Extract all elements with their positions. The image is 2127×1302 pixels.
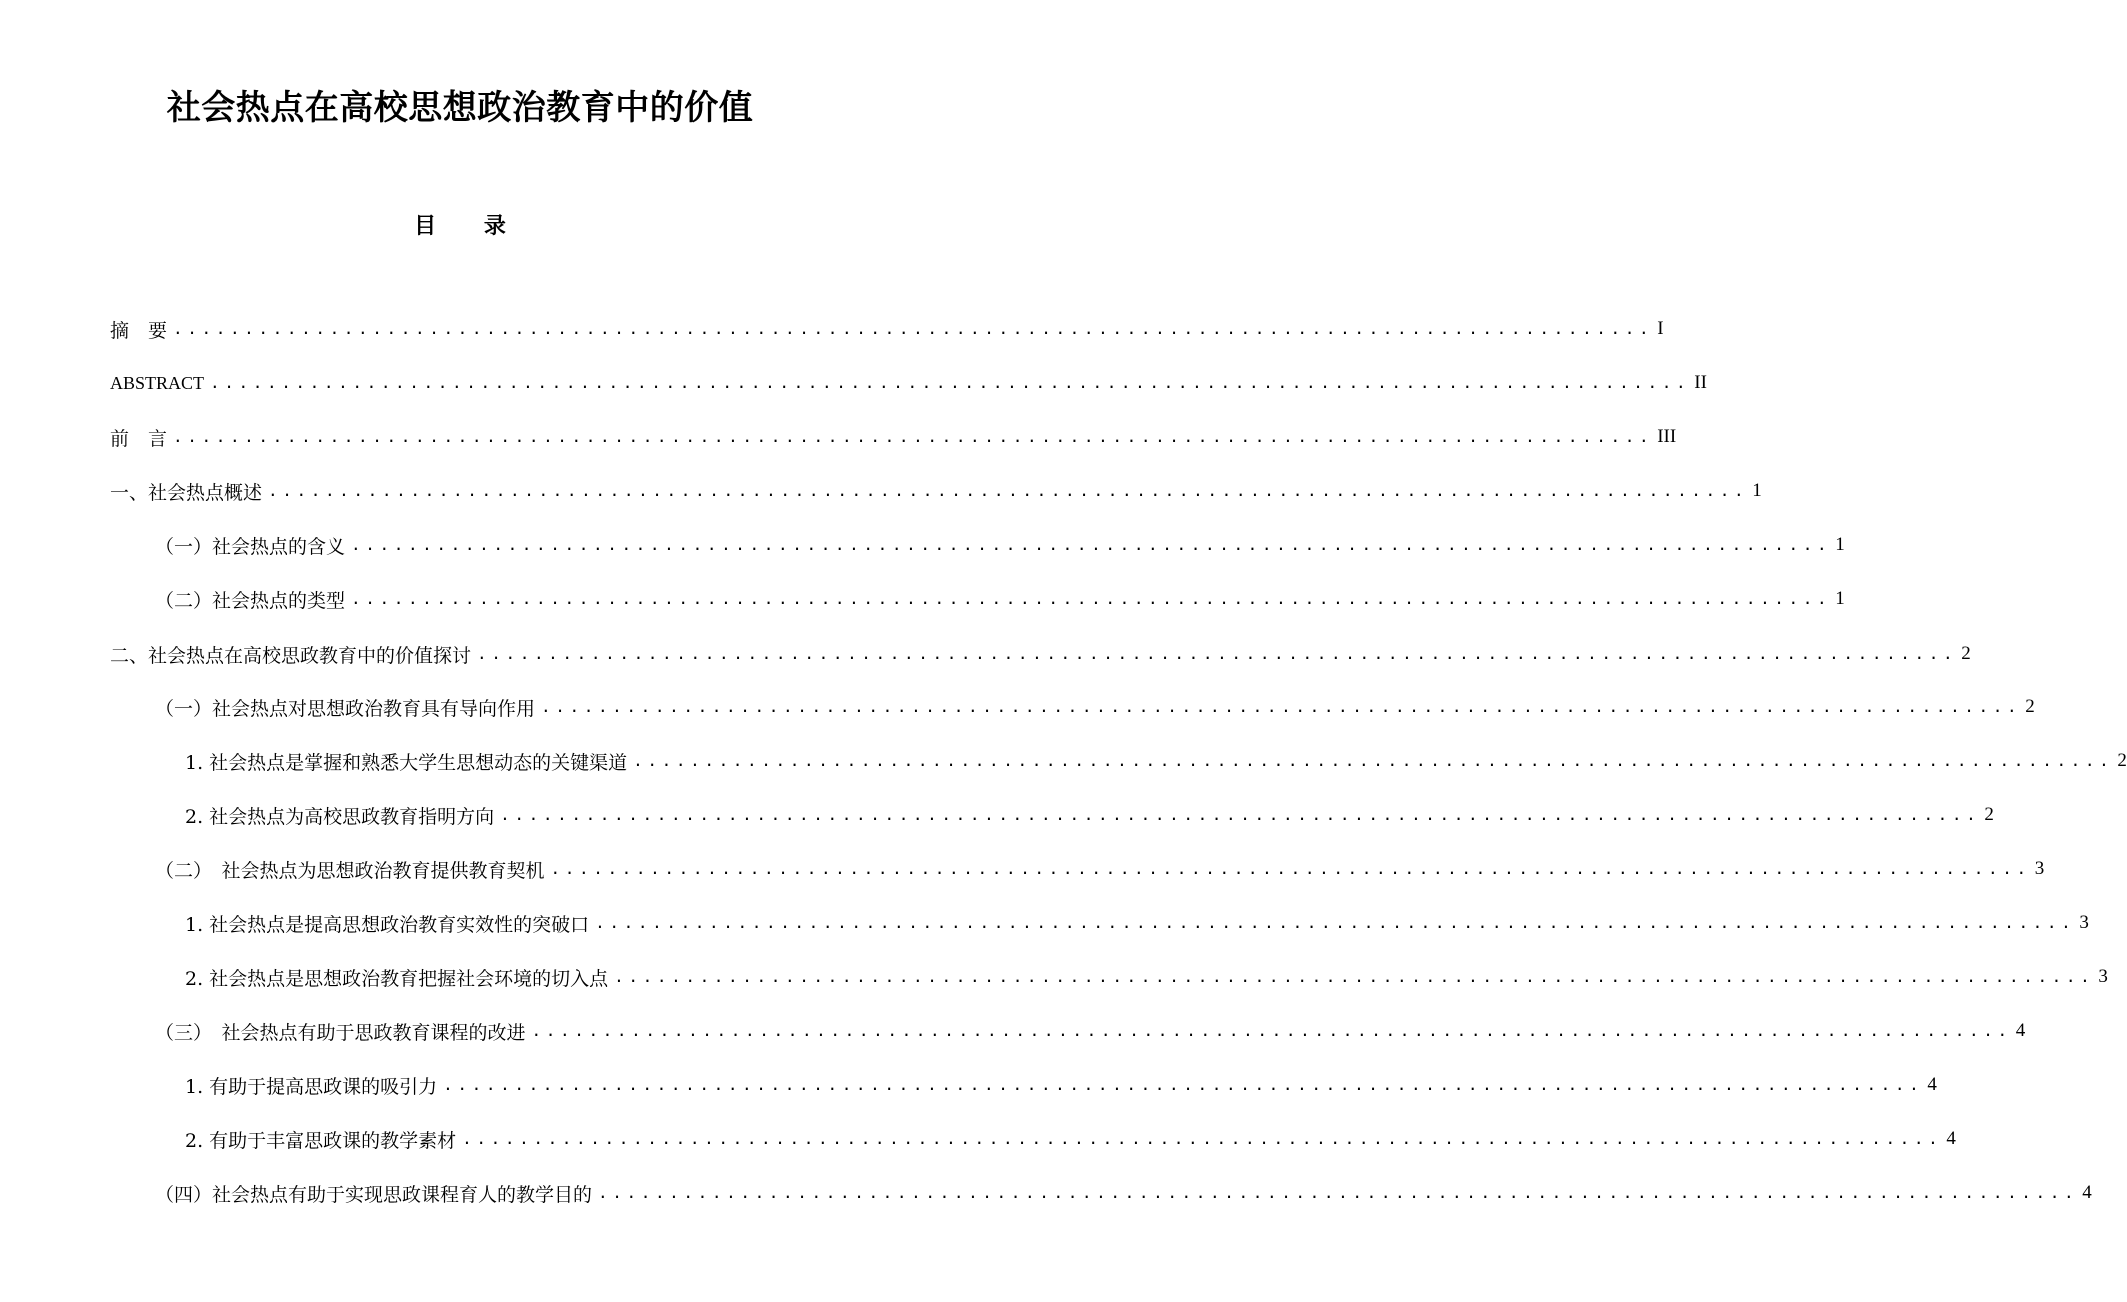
- toc-entry-section-1-2[interactable]: [155, 584, 1845, 614]
- toc-leader-dots: ........................................................................................................: [595, 913, 2076, 932]
- toc-entry-label: 1. 有助于提高思政课的吸引力: [185, 1075, 438, 1098]
- toc-entry-page: 2: [2025, 696, 2035, 717]
- toc-entry-page: 4: [2082, 1182, 2092, 1203]
- toc-entry-page: 2: [2117, 750, 2127, 771]
- toc-leader-dots: ........................................................................................................: [268, 481, 1749, 500]
- toc-entry-page: 3: [2034, 858, 2045, 879]
- toc-leader-dots: ........................................................................................................: [173, 427, 1654, 446]
- toc-entry-page: 2: [1984, 804, 1994, 825]
- toc-entry-page: 1: [1752, 480, 1762, 501]
- toc-entry-label: （三） 社会热点有助于思政教育课程的改进: [155, 1021, 526, 1044]
- toc-heading: 目 录: [414, 213, 526, 239]
- toc-entry-label: 2. 社会热点为高校思政教育指明方向: [185, 805, 495, 828]
- toc-entry-page: 2: [1961, 643, 1971, 664]
- toc-entry-subsection-2-2-1[interactable]: [185, 908, 2089, 938]
- toc-entry-section-2-3[interactable]: [155, 1016, 2026, 1046]
- toc-entry-label: （一）社会热点对思想政治教育具有导向作用: [155, 697, 536, 720]
- toc-entry-preface[interactable]: [110, 422, 1677, 452]
- toc-leader-dots: ........................................................................................................: [443, 1075, 1924, 1094]
- toc-entry-page: 1: [1835, 588, 1845, 609]
- toc-entry-page: 4: [2015, 1020, 2026, 1041]
- toc-entry-label: 1. 社会热点是提高思想政治教育实效性的突破口: [185, 913, 590, 936]
- toc-entry-label: 2. 社会热点是思想政治教育把握社会环境的切入点: [185, 967, 609, 990]
- toc-leader-dots: ........................................................................................................: [614, 967, 2095, 986]
- toc-leader-dots: ........................................................................................................: [531, 1021, 2012, 1040]
- toc-entry-page: 4: [1946, 1128, 1956, 1149]
- toc-entry-label: （四）社会热点有助于实现思政课程育人的教学目的: [155, 1183, 593, 1206]
- toc-entry-label: （二）社会热点的类型: [155, 589, 346, 612]
- toc-entry-section-2-1[interactable]: [155, 692, 2035, 722]
- toc-entry-page: 1: [1835, 534, 1845, 555]
- toc-entry-page: I: [1657, 318, 1664, 339]
- toc-leader-dots: ........................................................................................................: [633, 751, 2114, 770]
- toc-entry-label: （二） 社会热点为思想政治教育提供教育契机: [155, 859, 545, 882]
- toc-entry-label: 1. 社会热点是掌握和熟悉大学生思想动态的关键渠道: [185, 751, 628, 774]
- toc-entry-section-2-2[interactable]: [155, 854, 2045, 884]
- toc-entry-page: III: [1657, 426, 1677, 447]
- toc-entry-label: ABSTRACT: [110, 372, 205, 393]
- toc-leader-dots: ........................................................................................................: [351, 535, 1832, 554]
- toc-entry-label: （一）社会热点的含义: [155, 535, 346, 558]
- toc-entry-page: 3: [2079, 912, 2089, 933]
- toc-entry-chapter-1[interactable]: [110, 476, 1762, 506]
- toc-entry-subsection-2-3-1[interactable]: [185, 1070, 1937, 1100]
- toc-leader-dots: ........................................................................................................: [210, 373, 1691, 392]
- toc-leader-dots: ........................................................................................................: [550, 859, 2031, 878]
- toc-entry-abstract-cn[interactable]: [110, 314, 1664, 344]
- toc-leader-dots: ........................................................................................................: [500, 805, 1981, 824]
- toc-entry-label: 摘 要: [110, 319, 168, 342]
- toc-entry-section-1-1[interactable]: [155, 530, 1845, 560]
- toc-entry-label: 2. 有助于丰富思政课的教学素材: [185, 1129, 457, 1152]
- toc-entry-section-2-4[interactable]: [155, 1178, 2092, 1208]
- toc-entry-subsection-2-3-2[interactable]: [185, 1124, 1956, 1154]
- toc-entry-label: 二、社会热点在高校思政教育中的价值探讨: [110, 644, 472, 667]
- toc-entry-label: 前 言: [110, 427, 168, 450]
- toc-entry-subsection-2-1-1[interactable]: [185, 746, 2127, 776]
- toc-entry-subsection-2-2-2[interactable]: [185, 962, 2108, 992]
- toc-leader-dots: ........................................................................................................: [351, 589, 1832, 608]
- toc-entry-abstract-en[interactable]: [110, 368, 1707, 398]
- toc-entry-page: 4: [1927, 1074, 1937, 1095]
- toc-entry-page: 3: [2098, 966, 2108, 987]
- toc-leader-dots: ........................................................................................................: [462, 1129, 1943, 1148]
- toc-leader-dots: ........................................................................................................: [541, 697, 2022, 716]
- toc-leader-dots: ........................................................................................................: [598, 1183, 2079, 1202]
- document-title: 社会热点在高校思想政治教育中的价值: [166, 88, 754, 128]
- toc-entry-subsection-2-1-2[interactable]: [185, 800, 1994, 830]
- toc-entry-page: II: [1694, 372, 1707, 393]
- toc-entry-label: 一、社会热点概述: [110, 481, 263, 504]
- toc-leader-dots: ........................................................................................................: [477, 644, 1958, 663]
- toc-leader-dots: ........................................................................................................: [173, 319, 1654, 338]
- toc-entry-chapter-2[interactable]: [110, 639, 1971, 669]
